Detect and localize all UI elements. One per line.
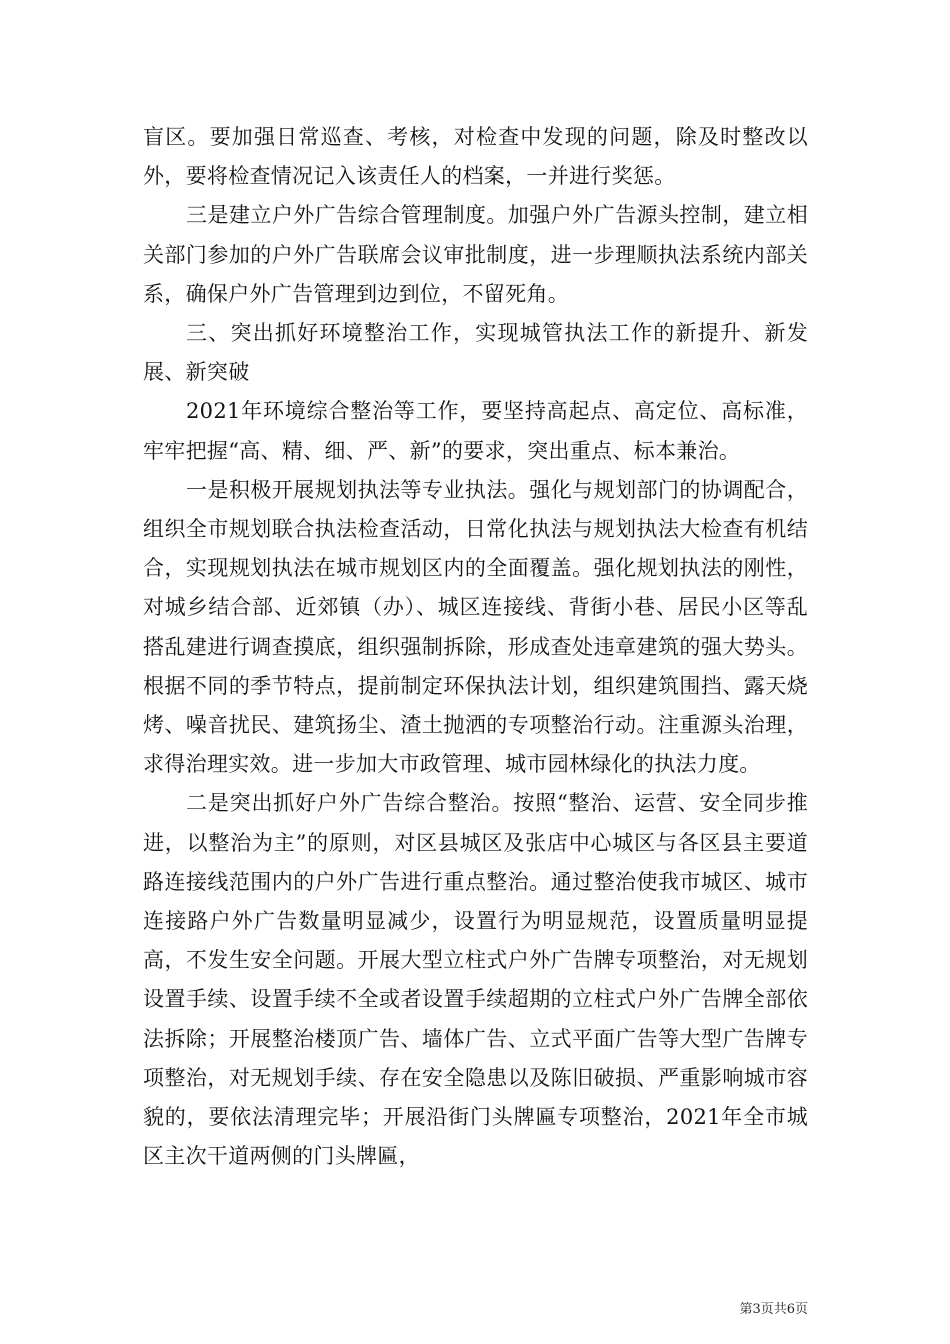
page-number-footer: 第3页共6页 bbox=[739, 1302, 808, 1317]
paragraph-2: 三是建立户外广告综合管理制度。加强户外广告源头控制，建立相关部门参加的户外广告联席会议审批制度，进一步理顺执法系统内部关系，确保户外广告管理到边到位，不留死角。 bbox=[143, 203, 808, 306]
paragraph-1: 盲区。要加强日常巡查、考核，对检查中发现的问题，除及时整改以外，要将检查情况记入该责任人的档案，一并进行奖惩。 bbox=[143, 125, 808, 189]
paragraph-5: 一是积极开展规划执法等专业执法。强化与规划部门的协调配合，组织全市规划联合执法检查活动，日常化执法与规划执法大检查有机结合，实现规划执法在城市规划区内的全面覆盖。强化规划执法的刚性，对城乡结合部、近郊镇（办）、城区连接线、背街小巷、居民小区等乱搭乱建进行调查摸底，组织强制拆除，形成查处违章建筑的强大势头。根据不同的季节特点，提前制定环保执法计划，组织建筑围挡、露天烧烤、噪音扰民、建筑扬尘、渣土抛洒的专项整治行动。注重源头治理，求得治理实效。进一步加大市政管理、城市园林绿化的执法力度。 bbox=[143, 477, 808, 777]
section-heading: 三、突出抓好环境整治工作，实现城管执法工作的新提升、新发展、新突破 bbox=[143, 321, 808, 385]
paragraph-6: 二是突出抓好户外广告综合整治。按照“整治、运营、安全同步推进，以整治为主”的原则，对区县城区及张店中心城区与各区县主要道路连接线范围内的户外广告进行重点整治。通过整治使我市城区、城市连接路户外广告数量明显减少，设置行为明显规范，设置质量明显提高，不发生安全问题。开展大型立柱式户外广告牌专项整治，对无规划设置手续、设置手续不全或者设置手续超期的立柱式户外广告牌全部依法拆除；开展整治楼顶广告、墙体广告、立式平面广告等大型广告牌专项整治，对无规划手续、存在安全隐患以及陈旧破损、严重影响城市容貌的，要依法清理完毕；开展沿街门头牌匾专项整治，2021年全市城区主次干道两侧的门头牌匾， bbox=[143, 791, 808, 1169]
paragraph-4: 2021年环境综合整治等工作，要坚持高起点、高定位、高标准，牢牢把握“高、精、细、严、新”的要求，突出重点、标本兼治。 bbox=[143, 399, 808, 463]
document-body bbox=[143, 118, 808, 1176]
